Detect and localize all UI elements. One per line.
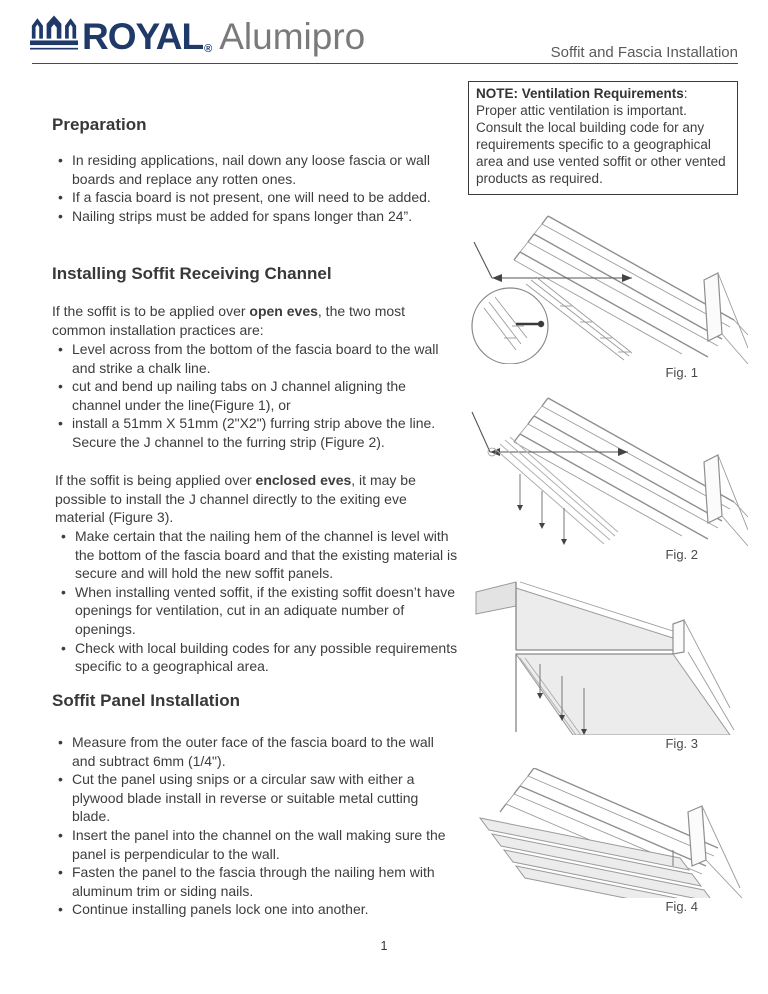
figure-3-caption: Fig. 3 [665,736,698,751]
bullet-item: • Nailing strips must be added for spans longer than 24”. [52,207,457,226]
receiving-channel-heading: Installing Soffit Receiving Channel [52,264,332,283]
section-receiving-channel [52,263,457,285]
intro-bold-text: enclosed eves [255,472,352,488]
page-number: 1 [380,939,388,953]
figure-2-drawing [468,394,748,546]
figure-4-caption: Fig. 4 [665,899,698,914]
figure-1 [468,214,748,380]
note-title-colon: : [683,86,688,101]
enclosed-eves-bullets [55,527,460,676]
brand-logo [30,13,365,55]
bullet-item: • Cut the panel using snips or a circular saw with either a plywood blade install in reverse or suitable metal cutting blade. [52,770,457,826]
preparation-heading: Preparation [52,115,147,134]
figure-1-caption: Fig. 1 [665,365,698,380]
figure-2 [468,394,748,562]
bullet-item: • Make certain that the nailing hem of the channel is level with the bottom of the fascia board and that the existing material is secure and will hold the new soffit panels. [55,527,460,583]
figure-4 [468,768,748,914]
intro-text: If the soffit is to be applied over [52,303,250,319]
figure-2-caption: Fig. 2 [665,547,698,562]
product-name: Alumipro [219,16,366,57]
document-title: Soffit and Fascia Installation [550,44,738,61]
panel-installation-bullets [52,733,457,919]
registered-mark: ® [204,43,213,55]
bullet-item: • Insert the panel into the channel on the wall making sure the panel is perpendicular to the wall. [52,826,457,863]
section-preparation [52,114,457,136]
enclosed-eves-intro [55,471,460,527]
bullet-item: • Fasten the panel to the fascia through the nailing hem with aluminum trim or siding nails. [52,863,457,900]
bullet-item: • Continue installing panels lock one into another. [52,900,457,919]
bullet-item: • Measure from the outer face of the fascia board to the wall and subtract 6mm (1/4"). [52,733,457,770]
panel-installation-heading: Soffit Panel Installation [52,691,240,710]
figure-4-drawing [468,768,748,898]
receiving-channel-bullets [52,340,457,452]
preparation-bullets [52,151,457,225]
bullet-item: • If a fascia board is not present, one will need to be added. [52,188,457,207]
bullet-item: • cut and bend up nailing tabs on J channel aligning the channel under the line(Figure 1), or [52,377,457,414]
ventilation-note-box [468,81,738,195]
bullet-item: • install a 51mm X 51mm (2"X2") furring strip above the line. Secure the J channel to the furring strip (Figure 2). [52,414,457,451]
figure-1-drawing [468,214,748,364]
note-title: NOTE: Ventilation Requirements [476,86,684,101]
section-panel-installation [52,690,457,712]
bullet-item: • Check with local building codes for any possible requirements specific to a geographical area. [55,639,460,676]
royal-rooftops-icon [30,13,78,55]
bullet-item: • Level across from the bottom of the fascia board to the wall and strike a chalk line. [52,340,457,377]
open-eves-intro [52,302,457,339]
intro-text: , the two most common installation practices are: [52,303,406,338]
intro-text: , it may be possible to install the J channel directly to the exiting eve material (Figure 3). [55,472,416,526]
figure-3 [468,580,748,751]
brand-name: ROYAL [82,16,204,57]
figure-3-drawing [468,580,748,735]
bullet-item: • In residing applications, nail down any loose fascia or wall boards and replace any rotten ones. [52,151,457,188]
intro-text: If the soffit is being applied over [55,472,256,488]
bullet-item: • When installing vented soffit, if the existing soffit doesn’t have openings for ventilation, cut in an adiquate number of openings. [55,583,460,639]
intro-bold-text: open eves [249,303,318,319]
note-body: Proper attic ventilation is important. Consult the local building code for any requirements specific to a geographical area and use vented soffit or other vented products as required. [476,102,726,186]
header-rule [32,63,738,64]
